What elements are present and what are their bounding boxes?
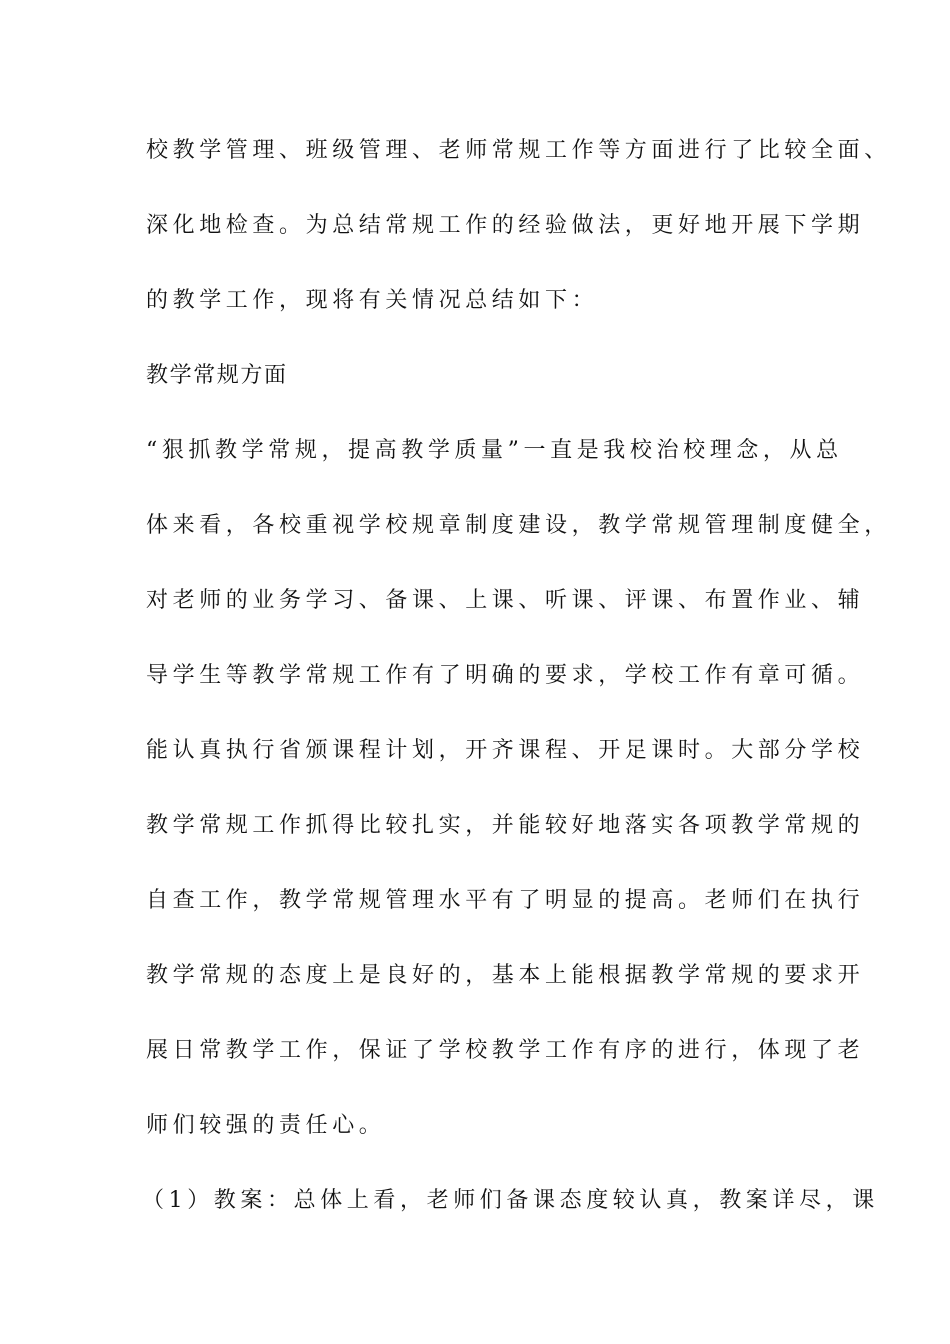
paragraph-line: 能认真执行省颁课程计划，开齐课程、开足课时。大部分学校 — [146, 738, 865, 763]
paragraph-line: 自查工作，教学常规管理水平有了明显的提高。老师们在执行 — [146, 888, 865, 913]
paragraph-line: 的教学工作，现将有关情况总结如下： — [146, 288, 599, 313]
paragraph-line: 展日常教学工作，保证了学校教学工作有序的进行，体现了老 — [146, 1038, 865, 1063]
paragraph-line: 体来看，各校重视学校规章制度建设，教学常规管理制度健全， — [146, 513, 891, 538]
paragraph-line: 深化地检查。为总结常规工作的经验做法，更好地开展下学期 — [146, 213, 865, 238]
paragraph-line: 教学常规工作抓得比较扎实，并能较好地落实各项教学常规的 — [146, 813, 865, 838]
list-item-line: （1）教案：总体上看，老师们备课态度较认真，教案详尽，课 — [142, 1188, 879, 1213]
paragraph-line: 校教学管理、班级管理、老师常规工作等方面进行了比较全面、 — [146, 138, 891, 163]
paragraph-line: 对老师的业务学习、备课、上课、听课、评课、布置作业、辅 — [146, 588, 865, 613]
paragraph-line: “狠抓教学常规，提高教学质量”一直是我校治校理念，从总 — [146, 438, 843, 463]
paragraph-line: 导学生等教学常规工作有了明确的要求，学校工作有章可循。 — [146, 663, 865, 688]
paragraph-line: 教学常规的态度上是良好的，基本上能根据教学常规的要求开 — [146, 963, 865, 988]
section-heading: 教学常规方面 — [146, 363, 288, 388]
paragraph-line: 师们较强的责任心。 — [146, 1113, 386, 1138]
